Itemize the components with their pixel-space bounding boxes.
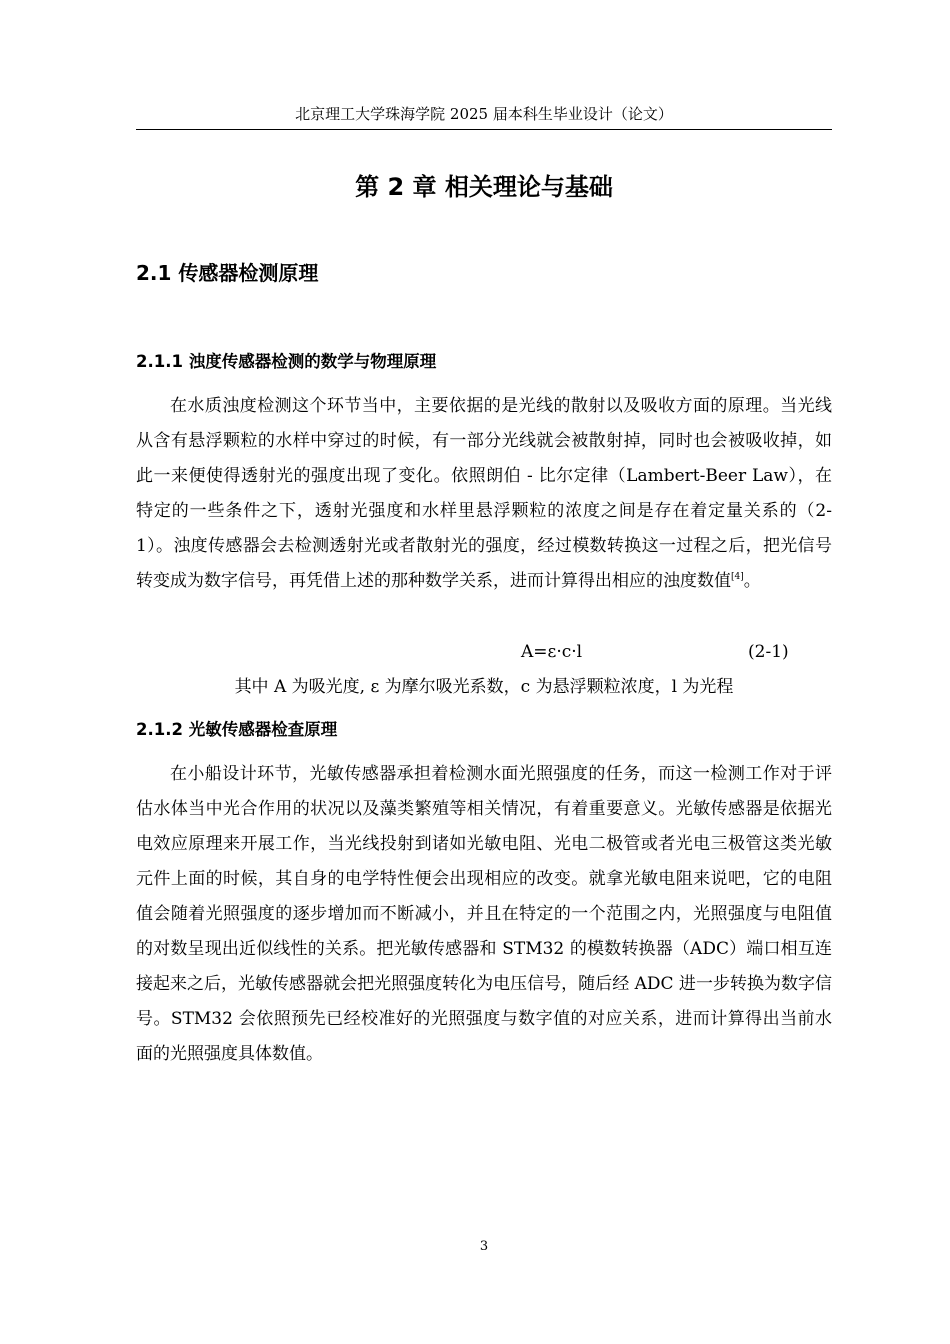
header-divider [136, 129, 832, 130]
section-heading: 2.1 传感器检测原理 [136, 261, 319, 285]
subsection-heading-2-1-2: 2.1.2 光敏传感器检查原理 [136, 720, 338, 739]
page-number: 3 [479, 1239, 489, 1254]
paragraph-light-sensor: 在小船设计环节，光敏传感器承担着检测水面光照强度的任务，而这一检测工作对于评估水体当中光合作用的状况以及藻类繁殖等相关情况，有着重要意义。光敏传感器是依据光电效应原理来开展工作，当光线投射到诸如光敏电阻、光电二极管或者光电三极管这类光敏元件上面的时候，其自身的电学特性便会出现相应的改变。就拿光敏电阻来说吧，它的电阻值会随着光照强度的逐步增加而不断减小，并且在特定的一个范围之内，光照强度与电阻值的对数呈现出近似线性的关系。把光敏传感器和 STM32 的模数转换器（ADC）端口相互连接起来之后，光敏传感器就会把光照强度转化为电压信号，随后经 ADC 进一步转换为数字信号。STM32 会依照预先已经校准好的光照强度与数字值的对应关系，进而计算得出当前水面的光照强度具体数值。 [136, 764, 832, 1064]
paragraph-turbidity-principle [136, 389, 832, 599]
formula-note: 其中 A 为吸光度, ε 为摩尔吸光系数，c 为悬浮颗粒浓度，l 为光程 [234, 677, 734, 697]
citation-ref[interactable]: [4] [731, 572, 744, 582]
subsection-heading-2-1-1: 2.1.1 浊度传感器检测的数学与物理原理 [136, 352, 437, 371]
formula-number: (2-1) [748, 642, 789, 662]
page-header: 北京理工大学珠海学院 2025 届本科生毕业设计（论文） [295, 105, 673, 123]
formula-expression: A=ε·c·l [521, 642, 583, 662]
chapter-title: 第 2 章 相关理论与基础 [355, 173, 613, 201]
equation-2-1 [136, 639, 832, 665]
paragraph-end: 。 [743, 571, 761, 591]
paragraph-text: 在水质浊度检测这个环节当中，主要依据的是光线的散射以及吸收方面的原理。当光线从含有悬浮颗粒的水样中穿过的时候，有一部分光线就会被散射掉，同时也会被吸收掉，如此一来便使得透射光的强度出现了变化。依照朗伯 - 比尔定律（Lambert-Beer Law），在特定的一些条件之下，透射光强度和水样里悬浮颗粒的浓度之间是存在着定量关系的（2-1）。浊度传感器会去检测透射光或者散射光的强度，经过模数转换这一过程之后，把光信号转变成为数字信号，再凭借上述的那种数学关系，进而计算得出相应的浊度数值 [136, 396, 832, 591]
